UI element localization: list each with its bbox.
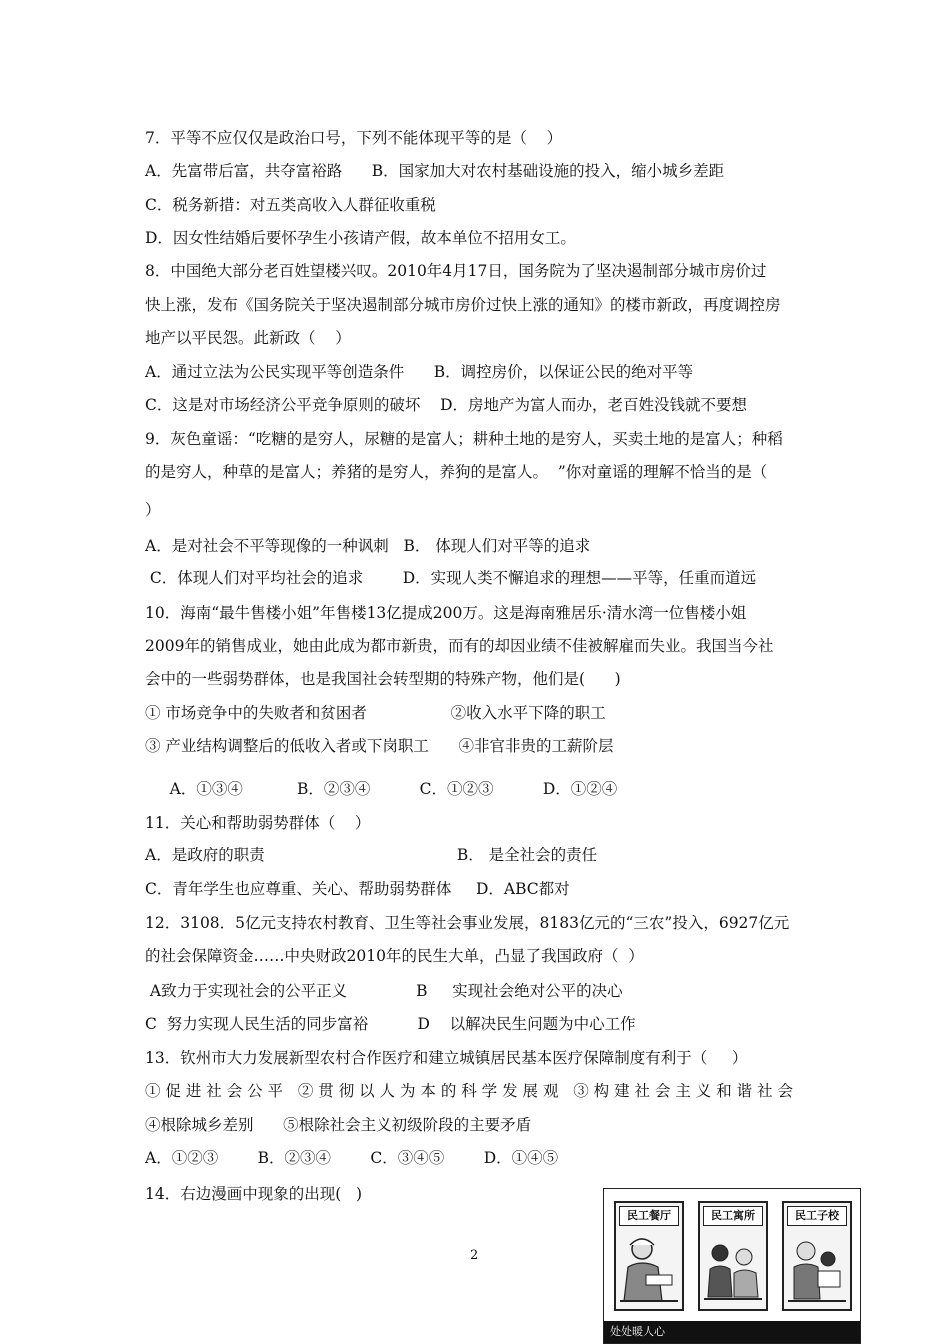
sign-housing: 民工寓所 bbox=[703, 1206, 763, 1226]
text-line: C．这是对市场经济公平竞争原则的破坏 D．房地产为富人而办，老百姓没钱就不要想 bbox=[145, 396, 747, 414]
text-line: 14．右边漫画中现象的出现( ) bbox=[145, 1185, 363, 1203]
text-line: 7．平等不应仅仅是政治口号，下列不能体现平等的是（ ） bbox=[145, 129, 563, 147]
workers-resting-drawing bbox=[704, 1231, 762, 1307]
cartoon-panel-housing bbox=[698, 1201, 768, 1311]
text-line: 的是穷人，种草的是富人；养猪的是穷人，养狗的是富人。 ”你对童谣的理解不恰当的是（ bbox=[145, 463, 768, 481]
text-line: 快上涨，发布《国务院关于坚决遏制部分城市房价过快上涨的通知》的楼市新政，再度调控房 bbox=[145, 296, 781, 314]
text-line: ③ 产业结构调整后的低收入者或下岗职工 ④非官非贵的工薪阶层 bbox=[145, 737, 614, 755]
text-line: C．税务新措：对五类高收入人群征收重税 bbox=[145, 196, 436, 214]
text-line: ① 促 进 社 会 公 平 ② 贯 彻 以 人 为 本 的 科 学 发 展 观 ③ 构 建 社 会 主 义 和 谐 社 会 bbox=[145, 1082, 794, 1100]
text-line: 会中的一些弱势群体，也是我国社会转型期的特殊产物，他们是( ) bbox=[145, 670, 621, 688]
text-line: C．青年学生也应尊重、关心、帮助弱势群体 D．ABC都对 bbox=[145, 880, 570, 898]
cartoon-caption: 处处暖人心 bbox=[604, 1321, 860, 1343]
text-line: 的社会保障资金……中央财政2010年的民生大单，凸显了我国政府（ ） bbox=[145, 947, 644, 965]
text-line: 8．中国绝大部分老百姓望楼兴叹。2010年4月17日，国务院为了坚决遏制部分城市房价过 bbox=[145, 262, 767, 280]
text-line: 13．钦州市大力发展新型农村合作医疗和建立城镇居民基本医疗保障制度有利于（ ） bbox=[145, 1049, 748, 1067]
text-line: A．先富带后富，共夺富裕路 B．国家加大对农村基础设施的投入，缩小城乡差距 bbox=[145, 162, 725, 180]
text-line: 地产以平民怨。此新政（ ） bbox=[145, 329, 351, 347]
text-line: 11．关心和帮助弱势群体（ ） bbox=[145, 814, 371, 832]
text-line: D．因女性结婚后要怀孕生小孩请产假，故本单位不招用女工。 bbox=[145, 229, 576, 247]
text-line: A．①③④ B．②③④ C．①②③ D．①②④ bbox=[145, 780, 618, 798]
children-studying-drawing bbox=[788, 1231, 846, 1307]
text-line: 12．3108．5亿元支持农村教育、卫生等社会事业发展，8183亿元的“三农”投入，6927亿元 bbox=[145, 914, 790, 932]
sign-school: 民工子校 bbox=[787, 1206, 847, 1226]
page-number: 2 bbox=[470, 1248, 479, 1263]
text-line: 10．海南“最牛售楼小姐”年售楼13亿提成200万。这是海南雅居乐·清水湾一位售楼小姐 bbox=[145, 604, 747, 622]
text-line: A．是政府的职责 B． 是全社会的责任 bbox=[145, 846, 598, 864]
text-line: A．是对社会不平等现像的一种讽刺 B． 体现人们对平等的追求 bbox=[145, 537, 591, 555]
cartoon-panel-school bbox=[782, 1201, 852, 1311]
text-line: 9．灰色童谣：“吃糖的是穷人，尿糖的是富人；耕种土地的是穷人，买卖土地的是富人；种稻 bbox=[145, 430, 783, 448]
text-line: C．体现人们对平均社会的追求 D．实现人类不懈追求的理想——平等，任重而道远 bbox=[145, 569, 757, 587]
text-line: A．通过立法为公民实现平等创造条件 B．调控房价，以保证公民的绝对平等 bbox=[145, 363, 694, 381]
text-line: 2009年的销售成业，她由此成为都市新贵，而有的却因业绩不佳被解雇而失业。我国当今社 bbox=[145, 637, 774, 655]
cartoon-panel-restaurant bbox=[614, 1201, 684, 1311]
worker-eating-drawing bbox=[620, 1231, 678, 1307]
text-line: ① 市场竞争中的失败者和贫困者 ②收入水平下降的职工 bbox=[145, 704, 606, 722]
text-line: ） bbox=[145, 501, 161, 519]
text-line: A致力于实现社会的公平正义 B 实现社会绝对公平的决心 bbox=[145, 982, 623, 1000]
text-line: ④根除城乡差别 ⑤根除社会主义初级阶段的主要矛盾 bbox=[145, 1116, 532, 1134]
text-line: A．①②③ B．②③④ C．③④⑤ D．①④⑤ bbox=[145, 1149, 559, 1167]
cartoon-illustration bbox=[603, 1188, 861, 1344]
sign-restaurant: 民工餐厅 bbox=[619, 1206, 679, 1226]
text-line: C 努力实现人民生活的同步富裕 D 以解决民生问题为中心工作 bbox=[145, 1015, 636, 1033]
